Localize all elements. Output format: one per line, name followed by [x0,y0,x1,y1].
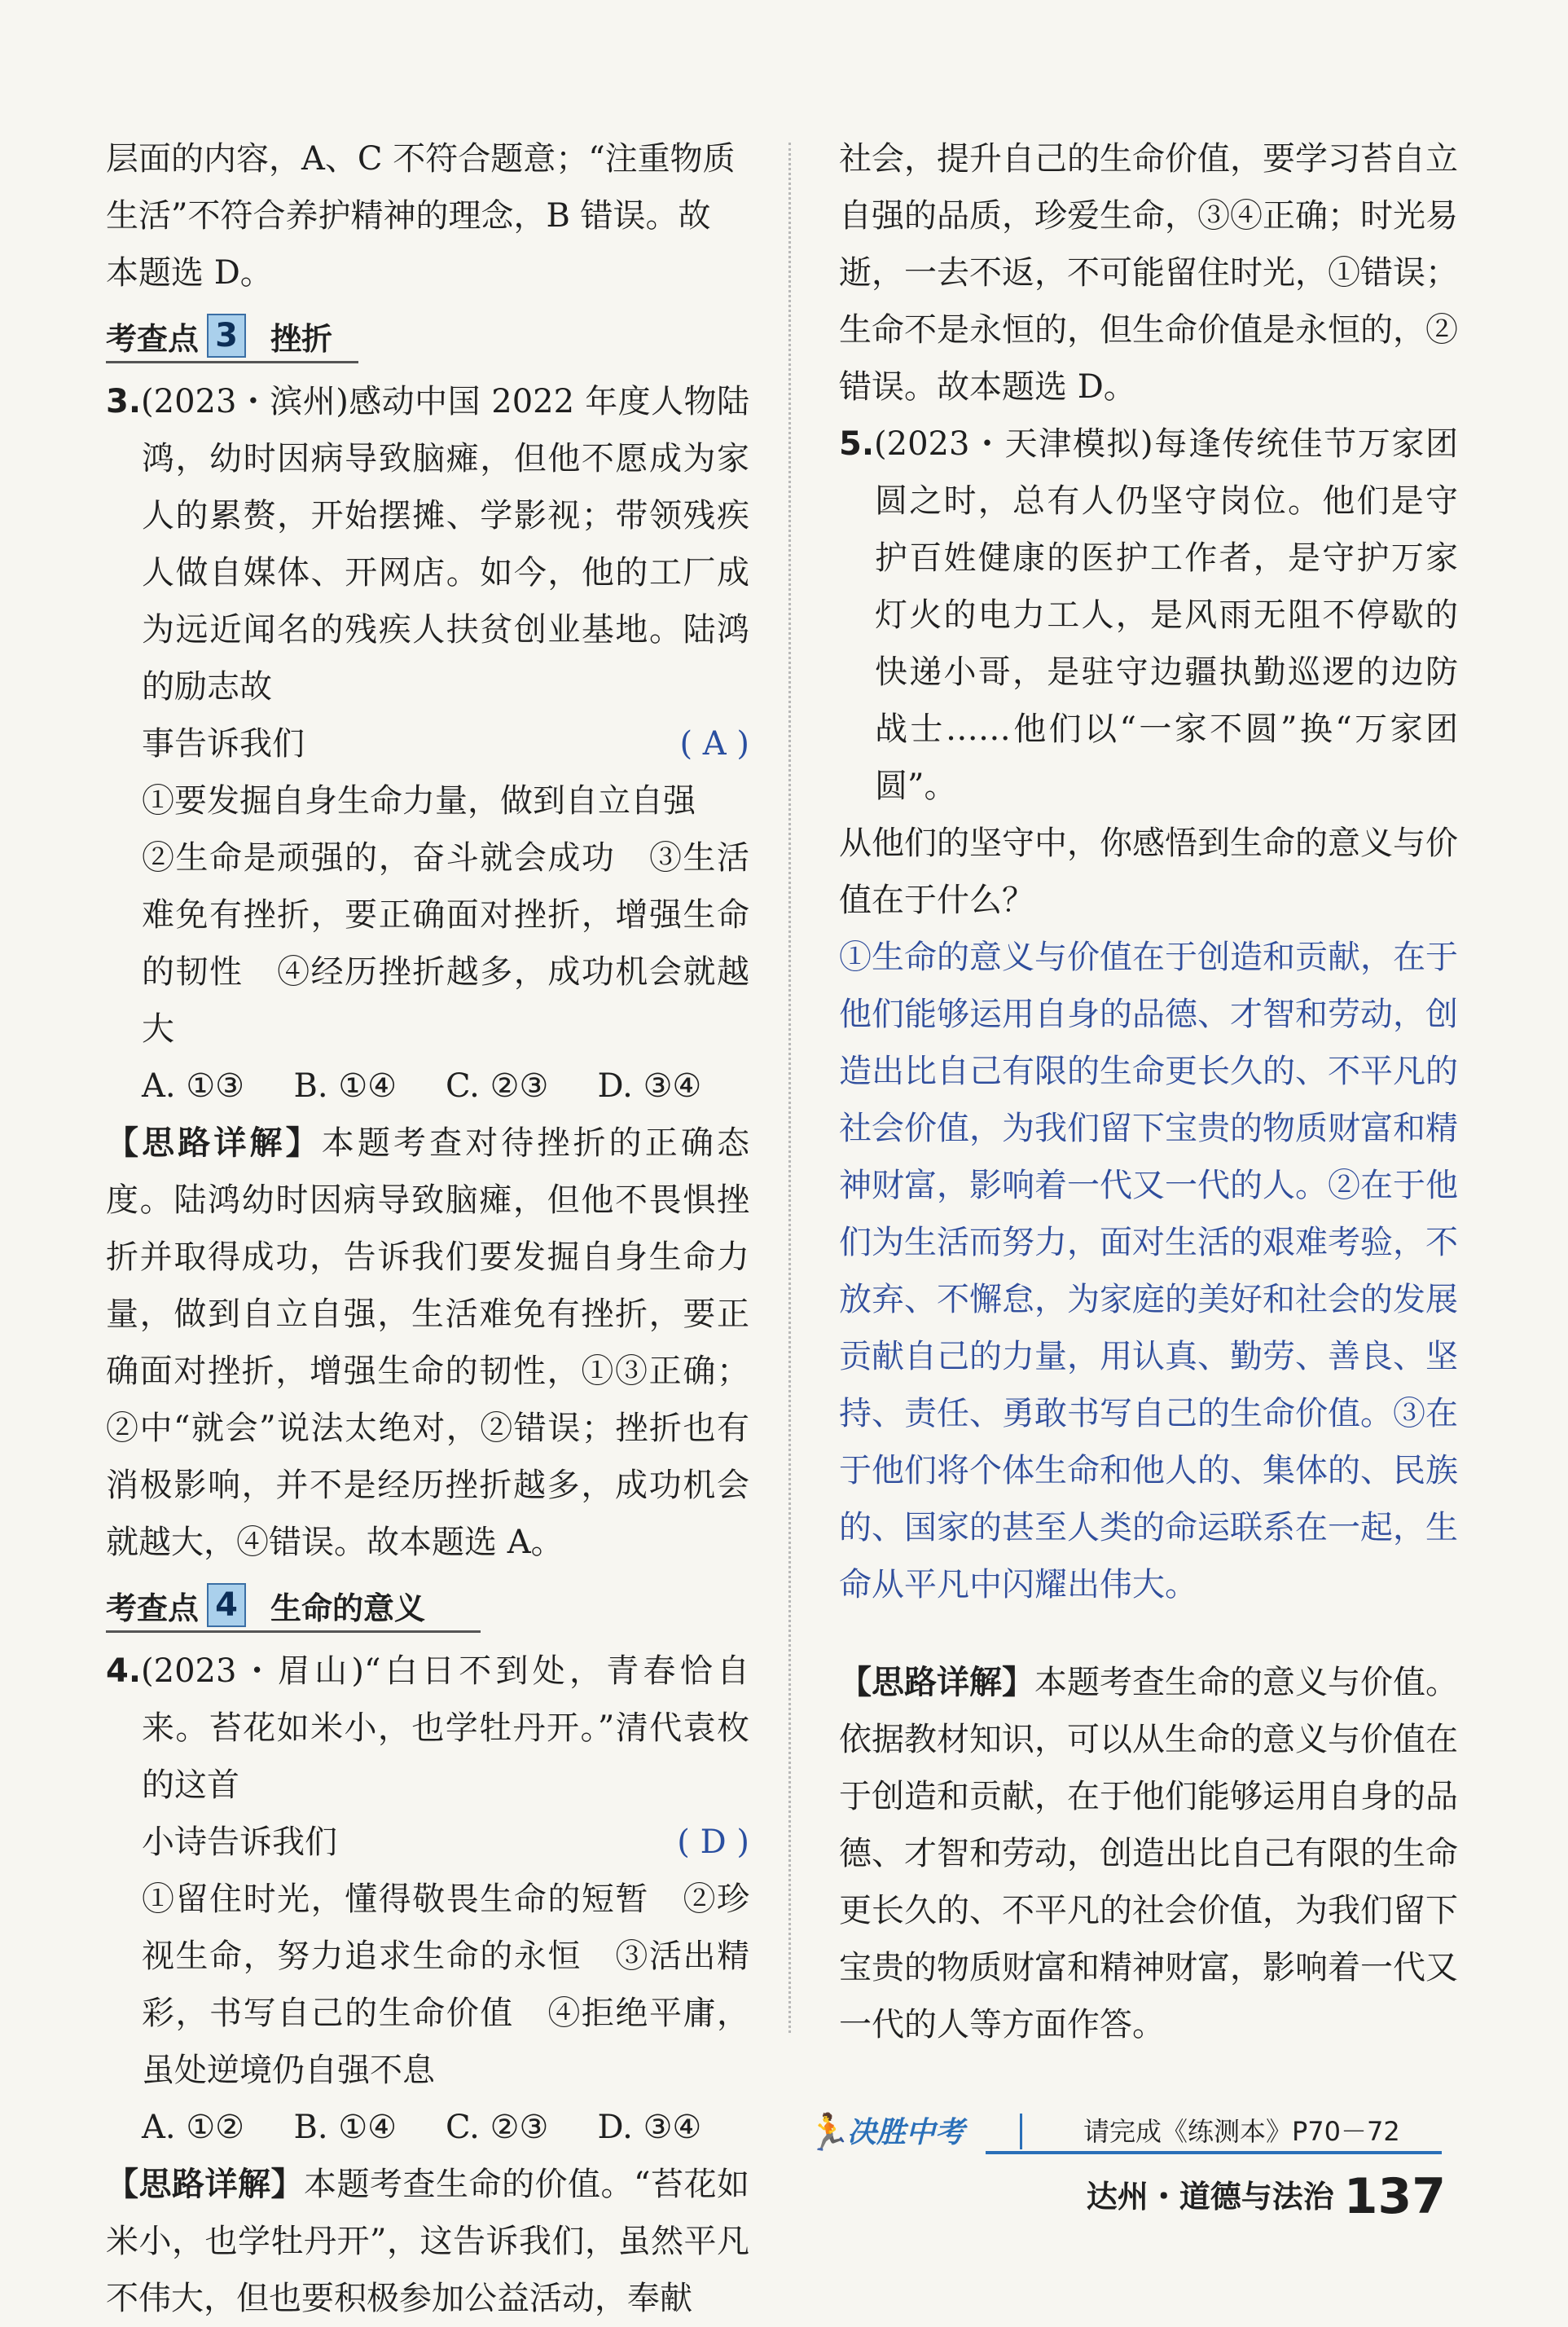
intro-line-2: 生活”不符合养护精神的理念，B 错误。故 [106,197,711,235]
section-number: 4 [207,1583,246,1627]
q4-stem-last: 小诗告诉我们 [142,1823,337,1861]
q4-continuation: 社会，提升自己的生命价值，要学习苔自立自强的品质，珍爱生命，③④正确；时光易逝，一去不返，不可能留住时光，①错误；生命不是永恒的，但生命价值是永恒的，②错误。故本题选 D。 [839,140,1458,406]
intro-line-3: 本题选 D。 [106,254,273,292]
intro-line-1: 层面的内容，A、C 不符合题意；“注重物质 [106,140,736,178]
q4-stem-text: (2023・眉山)“白日不到处，青春恰自来。苔花如米小，也学牡丹开。”清代袁枚的这首 [141,1652,749,1804]
spacer [839,1613,1458,1654]
column-divider [788,143,791,2033]
q5-number: 5. [839,425,875,463]
question-4 [106,1643,749,2327]
q4-option-b: B. ①④ [293,2109,397,2146]
subject-label: 达州・道德与法治 [1086,2179,1334,2215]
q3-option-d: D. ③④ [597,1067,702,1105]
q4-stem-end [106,1814,749,1871]
q4-item-1: ①留住时光，懂得敬畏生命的短暂 ②珍视生命，努力追求生命的永恒 ③活出精彩，书写自己的生命价值 ④拒绝平庸，虽处逆境仍自强不息 [142,1881,749,2089]
q5-analysis-tag: 【思路详解】 [839,1664,1034,1701]
footer-banner [806,2109,1442,2158]
q4-analysis [106,2156,749,2327]
brand-logo: 决胜中考 [847,2116,965,2149]
section-title: 生命的意义 [270,1590,426,1626]
q5-question: 从他们的坚守中，你感悟到生命的意义与价值在于什么？ [839,825,1458,919]
q4-number: 4. [106,1652,142,1690]
q4-answer: ( D ) [677,1823,749,1861]
q3-stem [106,373,749,715]
q3-options [106,1058,749,1115]
q5-analysis-text: 本题考查生命的意义与价值。依据教材知识，可以从生命的意义与价值在于创造和贡献，在于他们能够运用自身的品德、才智和劳动，创造出比自己有限的生命更长久的、不平凡的社会价值，为我们留下宝贵的物质财富和精神财富，影响着一代又一代的人等方面作答。 [839,1664,1458,2043]
q4-option-d: D. ③④ [597,2109,702,2146]
q3-answer: ( A ) [679,725,749,763]
section-4-heading [106,1576,749,1634]
section-underline [106,1630,481,1633]
section-number: 3 [207,314,246,358]
q3-option-c: C. ②③ [446,1067,549,1105]
runner-icon: 🏃 [806,2112,851,2153]
q3-stem-last: 事告诉我们 [142,725,305,763]
left-column [106,130,749,2327]
q3-stem-text: (2023・滨州)感动中国 2022 年度人物陆鸿，幼时因病导致脑瘫，但他不愿成为家人的累赘，开始摆摊、学影视；带领残疾人做自媒体、开网店。如今，他的工厂成为远近闻名的残疾人扶贫创业基地。陆鸿的励志故 [141,383,749,706]
q3-number: 3. [106,383,142,420]
q4-analysis-tag: 【思路详解】 [106,2166,305,2203]
question-5 [839,416,1458,2053]
q4-stem [106,1643,749,1814]
q3-analysis-text: 本题考查对待挫折的正确态度。陆鸿幼时因病导致脑瘫，但他不畏惧挫折并取得成功，告诉我们要发掘自身生命力量，做到自立自强，生活难免有挫折，要正确面对挫折，增强生命的韧性，①③正确；②中“就会”说法太绝对，②错误；挫折也有消极影响，并不是经历挫折越多，成功机会就越大，④错误。故本题选 A。 [106,1124,750,1561]
page-footer [1086,2168,1446,2225]
q5-stem [839,416,1458,815]
q4-options [106,2099,749,2156]
q3-analysis-tag: 【思路详解】 [106,1124,322,1162]
q4-option-a: A. ①② [142,2109,245,2146]
q3-option-b: B. ①④ [293,1067,397,1105]
q5-stem-text: (2023・天津模拟)每逢传统佳节万家团圆之时，总有人仍坚守岗位。他们是守护百姓健康的医护工作者，是守护万家灯火的电力工人，是风雨无阻不停歇的快递小哥，是驻守边疆执勤巡逻的边防战士……他们以“一家不圆”换“万家团圆”。 [874,425,1458,805]
q3-item-2: ②生命是顽强的，奋斗就会成功 ③生活难免有挫折，要正确面对挫折，增强生命的韧性 ④经历挫折越多，成功机会就越大 [142,839,749,1048]
q3-stem-end [106,715,749,772]
footer-separator [1020,2114,1022,2149]
q3-analysis [106,1115,749,1571]
q4-option-c: C. ②③ [446,2109,549,2146]
section-title: 挫折 [270,320,333,357]
q3-option-a: A. ①③ [142,1067,245,1105]
section-label: 考查点 [106,320,200,357]
page-number: 137 [1343,2168,1446,2225]
q5-analysis [839,1654,1458,2053]
footer-rule [986,2151,1442,2154]
right-column [839,130,1458,2053]
section-label: 考查点 [106,1590,200,1626]
question-3 [106,373,749,1571]
q3-item-1: ①要发掘自身生命力量，做到自立自强 [142,782,696,820]
section-3-heading [106,306,749,365]
q4-analysis-text: 本题考查生命的价值。“苔花如米小，也学牡丹开”，这告诉我们，虽然平凡不伟大，但也要积极参加公益活动，奉献 [106,2166,749,2317]
workbook-note: 请完成《练测本》P70－72 [1083,2116,1400,2147]
q5-answer: ①生命的意义与价值在于创造和贡献，在于他们能够运用自身的品德、才智和劳动，创造出比自己有限的生命更长久的、不平凡的社会价值，为我们留下宝贵的物质财富和精神财富，影响着一代又一代的人。②在于他们为生活而努力，面对生活的艰难考验，不放弃、不懈怠，为家庭的美好和社会的发展贡献自己的力量，用认真、勤劳、善良、坚持、责任、勇敢书写自己的生命价值。③在于他们将个体生命和他人的、集体的、民族的、国家的甚至人类的命运联系在一起，生命从平凡中闪耀出伟大。 [839,939,1458,1603]
section-underline [106,361,358,363]
